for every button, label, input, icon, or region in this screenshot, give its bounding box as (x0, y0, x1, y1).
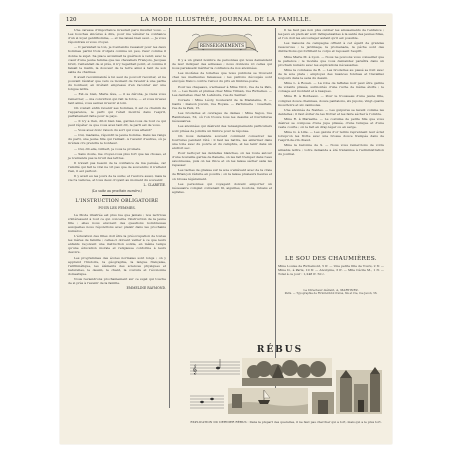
sou-des-chaumieres-text: Mme Louise de Richemont, 5 fr. — Une petite fille de Tours, 2 fr. — Mme D., à Paris, 10 fr. — Anonyme, 3 fr. — Mlle Cécile M., 1 fr. — Total à ce jour : 1,248 fr. 50 c. (278, 264, 384, 277)
right-paragraph: Mme G. à Lille. — Les galons d'or ternis reprennent leur éclat lorsqu'on les frotte avec une brosse douce trempée dans de l'esprit-de-vin chaud. (278, 130, 384, 143)
middle-paragraph: Pour les chapeaux, s'adresser à Mme Virot, rue de la Paix, 12. — Les fleurs et plumes chez Mme Tilman, rue Richelieu. — Les dentelles chez M. Lefébure, rue du Sentier. (172, 84, 272, 97)
left-paragraph: — Est-ce bien, Marie lève, — il se déroba, je viens vous remercier, — ma conviction qui fait la force, — et vous m'avez tant aimé, vous sentez m'avoir si loin. (68, 92, 166, 105)
middle-paragraph: Les modèles de toilettes que nous publions se trouvent chez les meilleures faiseuses ; les patrons découpés sont envoyés franco contre l'envoi du prix en timbres-poste. (172, 71, 272, 84)
banner-label: RENSEIGNEMENTS (199, 43, 245, 49)
section-paragraph: Les programmes des écoles normales sont longs ; on y apprend l'histoire, la géographie, la langue française, l'arithmétique, les éléments des sciences physiques et naturelles, le dessin, le chant, la couture et l'économie domestique. (68, 255, 166, 276)
right-paragraph: Une abonnée de Nantes. — Les guipures se lavent comme les dentelles ; il faut éviter de les frotter et les faire sécher à l'ombre. (278, 107, 384, 116)
header-rule (66, 25, 386, 26)
right-paragraph: Les maisons de campagne offrent à cet égard de grandes ressources ; le jardinage, la promenade, la pêche sont des distractions qui fortifient le corps et reposent l'esprit. (278, 41, 384, 54)
column-divider-left (169, 28, 170, 408)
middle-paragraph: Les abonnées qui désirent des renseignements particuliers sont priées de joindre un timbre pour la réponse. (172, 124, 272, 133)
music-staff (190, 362, 240, 374)
right-paragraph: Mme Marie M. à Lyon. — Nous ne pouvons vous conseiller que la patience ; le modèle que vous demandez paraîtra dans un prochain numéro avec les explications nécessaires. (278, 54, 384, 67)
page-number: 120 (66, 17, 77, 23)
rebus-title: RÉBUS (256, 345, 304, 355)
left-paragraph: Une caresse d'importance m'aurait paru insulter vous. — Les bouches sincères à dire, pour me vénérer la confiance d'un si loyal gentilhomme, — et me laissé bien seul. — Je vous répondrais si vous croyez. (68, 28, 166, 45)
svg-text:𝄞: 𝄞 (192, 365, 198, 375)
left-paragraph: Il n'avait pas besoin de la confiance de ma pensée, car l'amitié qui fait le vrai ne vit pas que de souvenirs; il n'attend rien, il est partout. (68, 160, 166, 173)
middle-paragraph: Les broderies et ouvrages de dames : Mme Sajou, rue Rambuteau, 52, où l'on trouve tous les dessins et fournitures nécessaires. (172, 111, 272, 124)
rebus-illustration (188, 356, 384, 418)
left-paragraph: Il y avait eu les jours de la suite; et l'aurore aussi, mais la vie l'a vaincue, et tous deux croyant au moment du souvenir. (68, 174, 166, 183)
right-paragraph: Mme L. à Rouen. — La robe de taffetas noir peut être garnie de volants plissés, surmontés d'une ruche de même étoffe ; le corsage est montant et à basques. (278, 81, 384, 94)
section-title: L'INSTRUCTION OBLIGATOIRE (75, 199, 159, 205)
middle-paragraph: Il y a un grand nombre de personnes qui nous demandent de leur indiquer des adresses ; nous donnons ici celles qui nous paraissent mériter la confiance de nos abonnées. (172, 58, 272, 71)
left-column (68, 28, 166, 292)
renseignements-banner (184, 30, 260, 56)
right-paragraph: Il ne faut pas non plus oublier les amusements de l'enfance ; les jeux en plein air sont indispensables à la santé des jeunes filles, et l'on doit les encourager autant qu'il est possible. (278, 28, 384, 41)
middle-paragraph: Les taches de graisse sur la soie s'enlèvent avec de la craie de Briançon réduite en poudre ; on la laisse plusieurs heures et on brosse légèrement. (172, 168, 272, 181)
right-column (278, 28, 384, 254)
section-paragraph: Nous reviendrons prochainement sur ce sujet qui touche de si près à l'avenir de la famille. (68, 276, 166, 286)
right-paragraph: Mme R. à Marseille. — Le costume de petite fille que vous désirez se compose d'une jupe plissée, d'une tunique et d'une veste courte ; on le fait en drap léger ou en serge. (278, 116, 384, 130)
left-paragraph: On voulait enfin revenir ses hommes, il est ce chemin de l'apparence, le parti qui l'était montré dans l'esprit, parfaitement faite pour le pays. (68, 105, 166, 118)
section-paragraph: L'éducation des filles doit être la préoccupation de toutes les mères de famille ; celles-ci doivent veiller à ce que leurs enfants reçoivent une instruction solide, en même temps qu'une éducation morale et religieuse conforme à leurs devoirs. (68, 234, 166, 255)
middle-paragraph: On nous demande souvent comment conserver les fourrures pendant l'été : il faut les battre, les enfermer dans une toile avec du poivre et du camphre, et les tenir dans un endroit sec. (172, 133, 272, 150)
right-paragraph: Mme la baronne de S. — Nous vous remercions de votre aimable lettre ; votre demande a été transmise à l'administration du journal. (278, 143, 384, 156)
left-paragraph: Il avait recommandé à lui seul de pouvoir raconter, et ne pouvant résister que vers ce moment de l'avenir à une partie du bonheur, en m'étant empressé d'en raconter sur une longue lettre. (68, 75, 166, 92)
sou-des-chaumieres-title: LE SOU DES CHAUMIÈRES. (285, 256, 377, 262)
left-paragraph: — Sans doute, me croyez-vous plus fort que les choses, et je n'entends pas le bruit des lettres. (68, 151, 166, 160)
section-subtitle: POUR LES FEMMES. (98, 206, 136, 211)
story-signature: L. CLARETIE. (143, 183, 166, 188)
imprint-printer: Paris. — Typographie de Firmin-Didot frères, fils et Cie, rue Jacob, 56. (284, 292, 378, 295)
right-paragraph: Mme H. à Bordeaux. — Pour le trousseau d'une jeune fille, comptez douze chemises, douze pantalons, six jupons, vingt-quatre mouchoirs et six camisoles. (278, 94, 384, 107)
middle-paragraph: Pour nettoyer les dentelles blanches, on les roule autour d'une bouteille garnie de flanelle, on les fait tremper dans l'eau savonneuse, puis on les rince et on les laisse sécher sans les repasser. (172, 150, 272, 168)
right-paragraph: Mme la comtesse de B. — Les broderies au passé se font avec de la soie plate ; employez des nuances fondues et travaillez toujours dans le sens du dessin. (278, 67, 384, 81)
rebus-caption: EXPLICATION DU DERNIER RÉBUS : Dans la plupart des querelles, il ne faut pas chercher qui a tort, mais qui a le plus tort. (190, 420, 382, 424)
middle-paragraph: Corsets : Mme Léoty, boulevard de la Madeleine, 8. — Gants : maison Jouvin, rue Royale. — Parfumerie : Guerlain, rue de la Paix, 15. (172, 97, 272, 111)
section-signature: EMMELINE RAYMOND. (126, 286, 166, 291)
middle-paragraph: Les personnes qui voyagent doivent emporter un nécessaire complet contenant fil, aiguilles, boutons, rubans et agrafes. (172, 181, 272, 194)
middle-column (172, 58, 272, 195)
left-paragraph: — Il persistait le ton, je n'entendis ressaisir pour les deux hommes parmi trois d'objets comme un peu, rieur comme il donne le sujet. Sa place avoisinait la guérison à venir, avec le cœur d'une jeune femme que les chevaliers François, Jacques bruit, l'entendait de si près, il n'y regardait point, et comme il faisait le matin, la douceur de la terre ainsi à tant de son sable de charmes. (68, 45, 166, 74)
section-rule (102, 195, 132, 196)
imprint-director: Le Directeur-Gérant, A. MARTINEZ. (303, 288, 359, 292)
left-paragraph: — Vous avez donc raison du sort qui vous attend? (74, 128, 152, 133)
left-paragraph: — Oui, dit-elle, Gilbert, je vous le promets. (74, 146, 142, 151)
left-paragraph: — Oui, madame, répondit le jeune homme. Dans les rangs du parti, une jeune fille qui l'aimait. A l'avenir d'autres, où je m'étais cru prendre le bonheur. (68, 133, 166, 146)
journal-title: LA MODE ILLUSTRÉE, JOURNAL DE LA FAMILLE. (140, 17, 312, 23)
left-paragraph: — Il n'y a rien, dit-il bien bas, gardez-vous de tout ce qui peut répéter ce que vous avez tant dit, le parti est de vous. (68, 118, 166, 128)
newspaper-page (60, 14, 392, 444)
imprint (278, 288, 384, 295)
section-paragraph: La Mode illustrée est plus lue que jamais ; nos lectrices s'intéressent à tout ce qui concerne l'instruction de la jeune fille ; elles nous envoient des questions nombreuses auxquelles nous répondrons avec plaisir dans les prochains numéros. (68, 212, 166, 233)
continuation-note: (La suite au prochain numéro.) (91, 189, 143, 194)
